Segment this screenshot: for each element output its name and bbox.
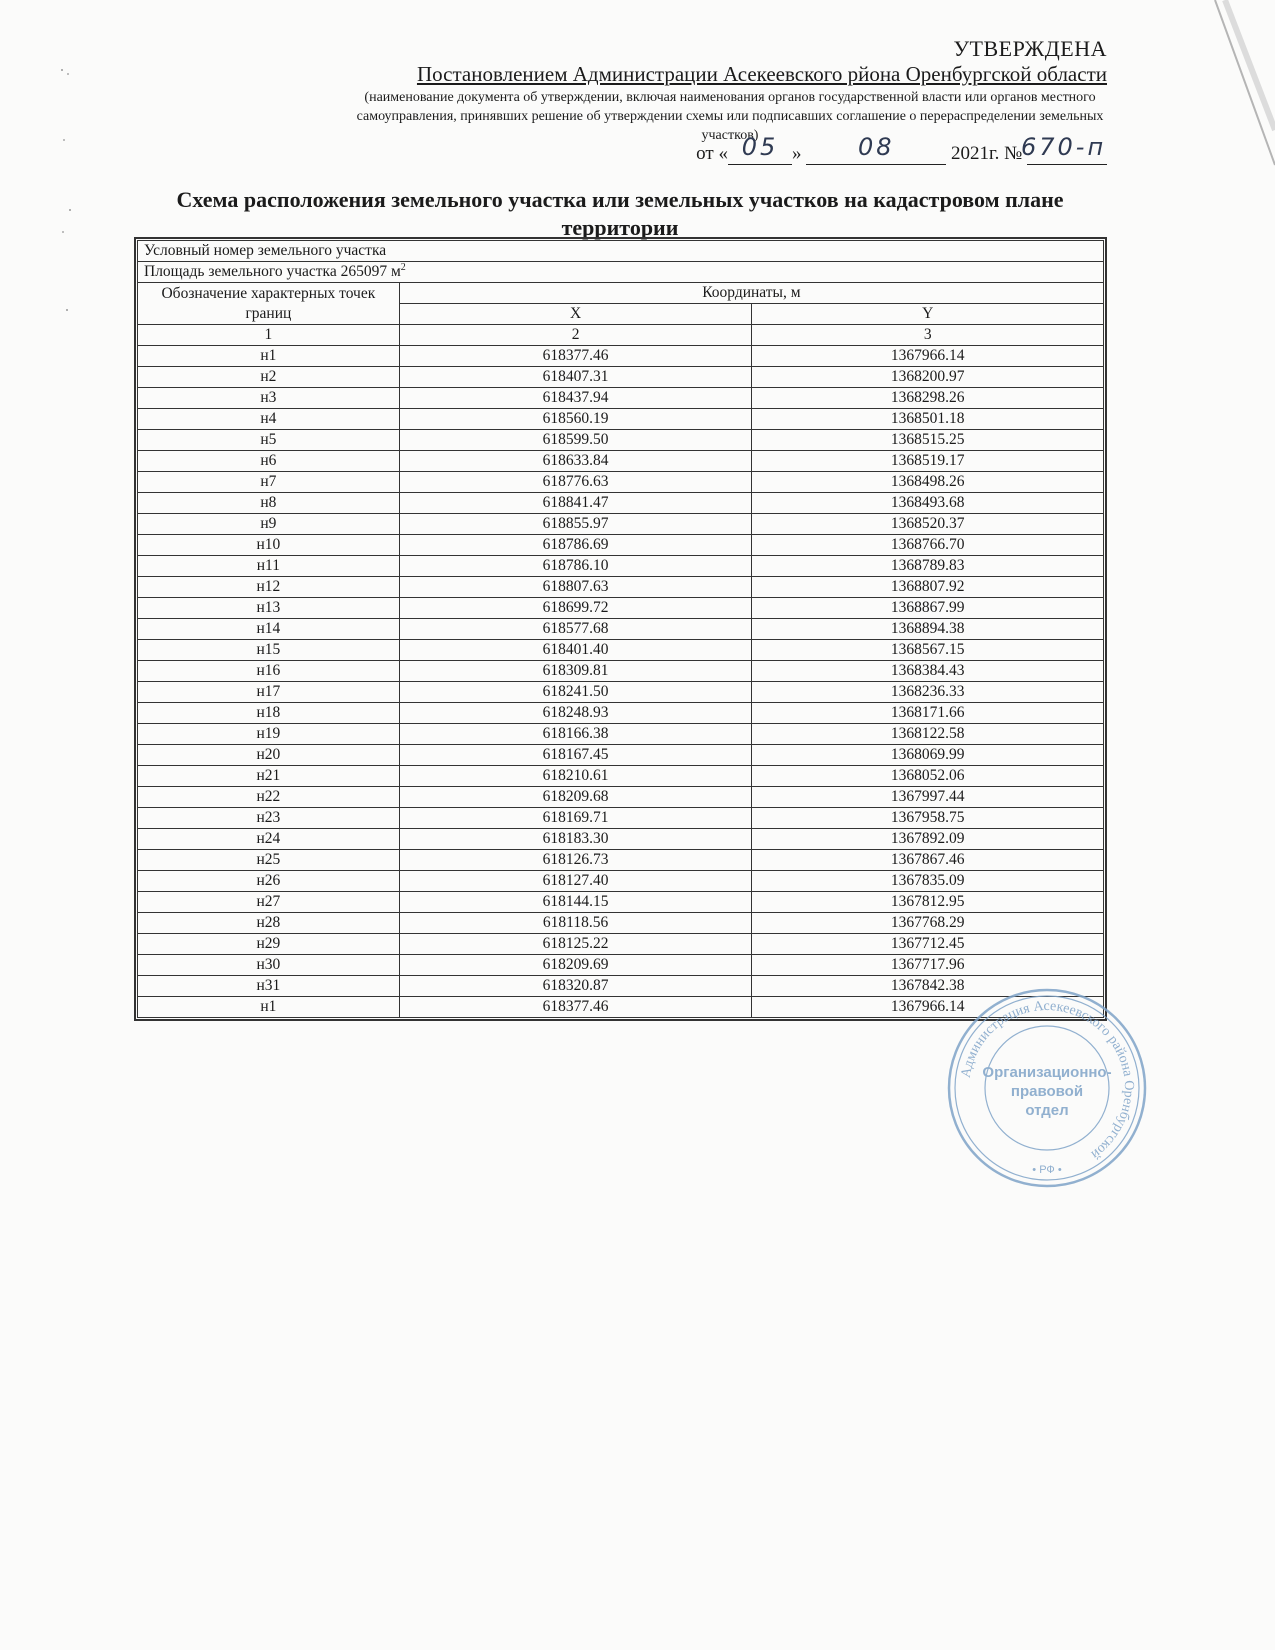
table-row	[138, 829, 1104, 850]
decree-reference: Постановлением Администрации Асекеевского рйона Оренбургской области	[416, 62, 1107, 86]
point-cell: н18	[138, 703, 400, 724]
table-row	[138, 514, 1104, 535]
table-row	[138, 682, 1104, 703]
x-coordinate-cell: 618248.93	[399, 703, 752, 724]
point-cell: н9	[138, 514, 400, 535]
column-number-1: 1	[138, 325, 400, 346]
y-coordinate-cell: 1368515.25	[752, 430, 1104, 451]
date-mid: »	[791, 143, 802, 164]
table-row	[138, 703, 1104, 724]
point-cell: н29	[138, 934, 400, 955]
x-coordinate-cell: 618841.47	[399, 493, 752, 514]
x-coordinate-cell: 618855.97	[399, 514, 752, 535]
x-coordinate-cell: 618209.68	[399, 787, 752, 808]
point-cell: н13	[138, 598, 400, 619]
x-coordinate-cell: 618183.30	[399, 829, 752, 850]
y-coordinate-cell: 1368122.58	[752, 724, 1104, 745]
point-cell: н28	[138, 913, 400, 934]
y-coordinate-cell: 1367966.14	[752, 997, 1104, 1018]
x-coordinate-cell: 618125.22	[399, 934, 752, 955]
point-cell: н8	[138, 493, 400, 514]
point-cell: н26	[138, 871, 400, 892]
y-coordinate-cell: 1368498.26	[752, 472, 1104, 493]
x-coordinate-cell: 618127.40	[399, 871, 752, 892]
x-coordinate-cell: 618407.31	[399, 367, 752, 388]
y-coordinate-cell: 1367892.09	[752, 829, 1104, 850]
doc-number-field	[1021, 133, 1107, 165]
x-coordinate-cell: 618633.84	[399, 451, 752, 472]
decree-note: (наименование документа об утверждении, включая наименования органов государственной власти или органов местного самоуправления, принявших решение об утверждении схемы или подписавших соглашение о перераспределении земельных участков)	[356, 90, 1104, 143]
area-cell	[138, 262, 1104, 283]
stamp-bottom-text: • РФ •	[1032, 1164, 1062, 1176]
point-cell: н1	[138, 997, 400, 1018]
document-title: Схема расположения земельного участка или земельных участков на кадастровом плане территории	[176, 187, 1064, 240]
x-coordinate-cell: 618209.69	[399, 955, 752, 976]
y-coordinate-cell: 1367717.96	[752, 955, 1104, 976]
coords-header: Координаты, м	[399, 283, 1103, 304]
conditional-number-label: Условный номер земельного участка	[138, 241, 1104, 262]
area-row	[138, 262, 1104, 283]
date-day-field	[728, 133, 792, 165]
y-coordinate-cell: 1367712.45	[752, 934, 1104, 955]
x-coordinate-cell: 618577.68	[399, 619, 752, 640]
table-row	[138, 430, 1104, 451]
date-month-field	[806, 133, 946, 165]
area-unit-sup: 2	[400, 261, 406, 273]
y-coordinate-cell: 1368501.18	[752, 409, 1104, 430]
table-row	[138, 493, 1104, 514]
y-coordinate-cell: 1368567.15	[752, 640, 1104, 661]
point-cell: н14	[138, 619, 400, 640]
y-coordinate-cell: 1368894.38	[752, 619, 1104, 640]
point-cell: н2	[138, 367, 400, 388]
table-row	[138, 745, 1104, 766]
margin-scan-marks	[54, 60, 84, 360]
date-day-handwritten: 05	[741, 133, 779, 161]
table-row	[138, 577, 1104, 598]
point-header: Обозначение характерных точек границ	[138, 283, 400, 325]
coordinates-table	[137, 240, 1104, 1018]
x-header: X	[399, 304, 752, 325]
point-cell: н15	[138, 640, 400, 661]
date-line	[696, 133, 1107, 165]
column-number-row	[138, 325, 1104, 346]
x-coordinate-cell: 618166.38	[399, 724, 752, 745]
table-row	[138, 556, 1104, 577]
x-coordinate-cell: 618786.10	[399, 556, 752, 577]
y-coordinate-cell: 1367768.29	[752, 913, 1104, 934]
doc-number-handwritten: 670-п	[1021, 133, 1107, 161]
x-coordinate-cell: 618699.72	[399, 598, 752, 619]
y-coordinate-cell: 1368520.37	[752, 514, 1104, 535]
y-coordinate-cell: 1368171.66	[752, 703, 1104, 724]
official-stamp	[944, 985, 1150, 1191]
x-coordinate-cell: 618560.19	[399, 409, 752, 430]
area-label: Площадь земельного участка 265097 м	[144, 263, 401, 280]
column-number-3: 3	[752, 325, 1104, 346]
stamp-center-line1: Организационно-	[982, 1064, 1112, 1081]
y-coordinate-cell: 1367835.09	[752, 871, 1104, 892]
table-row	[138, 451, 1104, 472]
table-row	[138, 598, 1104, 619]
point-cell: н19	[138, 724, 400, 745]
y-coordinate-cell: 1367966.14	[752, 346, 1104, 367]
y-coordinate-cell: 1368052.06	[752, 766, 1104, 787]
x-coordinate-cell: 618377.46	[399, 346, 752, 367]
approved-label: УТВЕРЖДЕНА	[953, 36, 1107, 61]
table-row	[138, 850, 1104, 871]
y-coordinate-cell: 1368789.83	[752, 556, 1104, 577]
y-coordinate-cell: 1367842.38	[752, 976, 1104, 997]
stamp-center-line2: правовой	[1010, 1083, 1084, 1100]
x-coordinate-cell: 618144.15	[399, 892, 752, 913]
column-number-2: 2	[399, 325, 752, 346]
x-coordinate-cell: 618320.87	[399, 976, 752, 997]
point-cell: н24	[138, 829, 400, 850]
table-row	[138, 934, 1104, 955]
point-cell: н30	[138, 955, 400, 976]
point-cell: н12	[138, 577, 400, 598]
date-month-handwritten: 08	[857, 133, 895, 161]
x-coordinate-cell: 618437.94	[399, 388, 752, 409]
y-coordinate-cell: 1368493.68	[752, 493, 1104, 514]
y-coordinate-cell: 1368298.26	[752, 388, 1104, 409]
y-coordinate-cell: 1368200.97	[752, 367, 1104, 388]
y-coordinate-cell: 1368069.99	[752, 745, 1104, 766]
point-cell: н21	[138, 766, 400, 787]
table-row	[138, 766, 1104, 787]
table-row	[138, 871, 1104, 892]
y-coordinate-cell: 1368867.99	[752, 598, 1104, 619]
point-cell: н31	[138, 976, 400, 997]
table-row	[138, 955, 1104, 976]
point-cell: н6	[138, 451, 400, 472]
point-cell: н27	[138, 892, 400, 913]
y-header: Y	[752, 304, 1104, 325]
point-cell: н11	[138, 556, 400, 577]
point-cell: н22	[138, 787, 400, 808]
y-coordinate-cell: 1368766.70	[752, 535, 1104, 556]
point-cell: н4	[138, 409, 400, 430]
table-row	[138, 388, 1104, 409]
table-row	[138, 619, 1104, 640]
point-cell: н17	[138, 682, 400, 703]
stamp-center-line3: отдел	[1025, 1102, 1069, 1119]
stamp-ring-text: Администрация Асекеевского района Оренбургской	[958, 998, 1137, 1162]
date-prefix: от «	[696, 143, 728, 164]
table-row	[138, 661, 1104, 682]
point-cell: н5	[138, 430, 400, 451]
table-row	[138, 346, 1104, 367]
table-row	[138, 367, 1104, 388]
y-coordinate-cell: 1367867.46	[752, 850, 1104, 871]
x-coordinate-cell: 618599.50	[399, 430, 752, 451]
table-row	[138, 808, 1104, 829]
table-row	[138, 409, 1104, 430]
x-coordinate-cell: 618786.69	[399, 535, 752, 556]
y-coordinate-cell: 1367812.95	[752, 892, 1104, 913]
point-cell: н16	[138, 661, 400, 682]
x-coordinate-cell: 618241.50	[399, 682, 752, 703]
x-coordinate-cell: 618118.56	[399, 913, 752, 934]
point-cell: н23	[138, 808, 400, 829]
table-row	[138, 724, 1104, 745]
x-coordinate-cell: 618377.46	[399, 997, 752, 1018]
point-cell: н1	[138, 346, 400, 367]
x-coordinate-cell: 618169.71	[399, 808, 752, 829]
y-coordinate-cell: 1368384.43	[752, 661, 1104, 682]
point-cell: н3	[138, 388, 400, 409]
y-coordinate-cell: 1367958.75	[752, 808, 1104, 829]
table-row	[138, 787, 1104, 808]
table-row	[138, 640, 1104, 661]
x-coordinate-cell: 618401.40	[399, 640, 752, 661]
point-cell: н20	[138, 745, 400, 766]
x-coordinate-cell: 618210.61	[399, 766, 752, 787]
table-row	[138, 892, 1104, 913]
y-coordinate-cell: 1368519.17	[752, 451, 1104, 472]
table-row	[138, 913, 1104, 934]
point-cell: н7	[138, 472, 400, 493]
y-coordinate-cell: 1367997.44	[752, 787, 1104, 808]
x-coordinate-cell: 618776.63	[399, 472, 752, 493]
y-coordinate-cell: 1368236.33	[752, 682, 1104, 703]
conditional-number-row	[138, 241, 1104, 262]
y-coordinate-cell: 1368807.92	[752, 577, 1104, 598]
table-row	[138, 535, 1104, 556]
point-cell: н10	[138, 535, 400, 556]
x-coordinate-cell: 618167.45	[399, 745, 752, 766]
x-coordinate-cell: 618309.81	[399, 661, 752, 682]
table-row	[138, 472, 1104, 493]
point-cell: н25	[138, 850, 400, 871]
header-row-1	[138, 283, 1104, 304]
x-coordinate-cell: 618126.73	[399, 850, 752, 871]
x-coordinate-cell: 618807.63	[399, 577, 752, 598]
date-year: 2021г. №	[950, 143, 1023, 164]
